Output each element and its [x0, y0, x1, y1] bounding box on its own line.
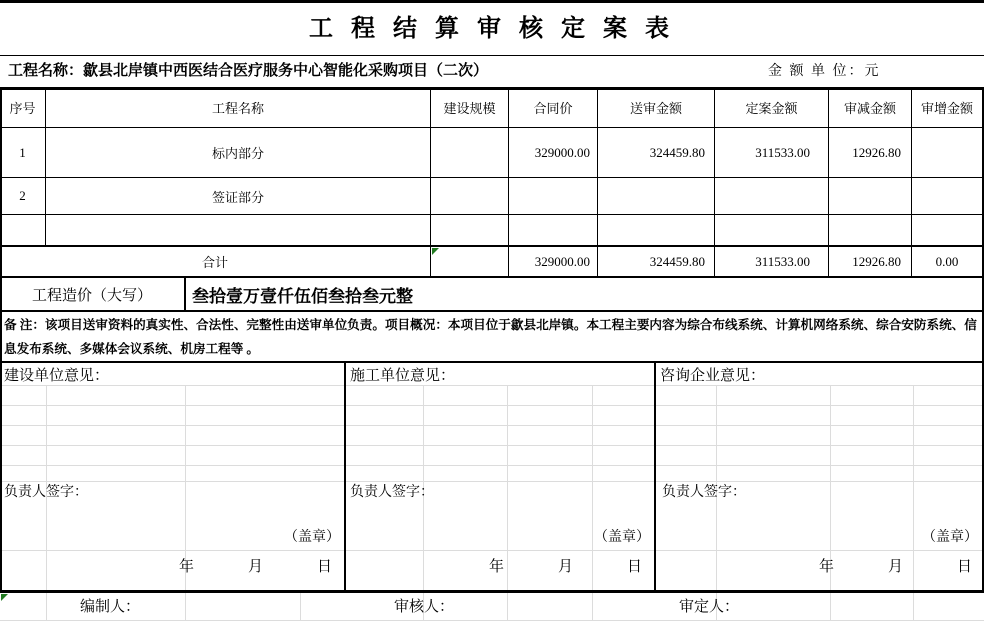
sign-label-3: 负责人签字： — [662, 485, 746, 500]
cell-total-reduced[interactable]: 12926.80 — [852, 253, 901, 269]
cell-r2-finalized[interactable] — [715, 178, 828, 214]
cell-r1-finalized[interactable]: 311533.00 — [755, 144, 810, 160]
grid-line — [508, 87, 509, 278]
cell-total-contract[interactable]: 329000.00 — [534, 253, 590, 269]
cell-r1-reduced[interactable]: 12926.80 — [852, 144, 901, 160]
cell-r2-increased[interactable] — [912, 178, 982, 214]
cell-total-finalized[interactable]: 311533.00 — [755, 253, 810, 269]
grid-line — [430, 87, 431, 278]
cell-total-increased[interactable]: 0.00 — [935, 253, 959, 269]
cell-r3-seq[interactable] — [0, 215, 45, 245]
grid-line — [0, 127, 984, 128]
amount-unit-label: 金 额 单 位：元 — [768, 64, 881, 79]
cell-r1-increased[interactable] — [912, 128, 982, 177]
cell-r2-seq[interactable]: 2 — [19, 188, 26, 203]
seal-label-3: （盖章） — [922, 530, 978, 545]
cell-r2-scale[interactable] — [431, 178, 508, 214]
excel-error-indicator-icon — [1, 594, 8, 601]
header-increased: 审增金额 — [920, 101, 973, 116]
approver-label: 审定人： — [679, 599, 740, 615]
grid-line — [714, 87, 715, 278]
cell-total-submitted[interactable]: 324459.80 — [649, 253, 705, 269]
preparer-input-area[interactable] — [150, 593, 340, 620]
faint-gridline — [0, 620, 984, 621]
grid-line — [0, 87, 984, 90]
owner-opinion-label: 建设单位意见： — [4, 368, 110, 384]
faint-gridline — [46, 593, 47, 620]
cell-r3-name[interactable] — [46, 215, 430, 245]
header-finalized: 定案金额 — [745, 101, 798, 116]
cell-total-label[interactable]: 合计 — [201, 255, 228, 270]
cost-words-value[interactable]: 叁拾壹万壹仟伍佰叁拾叁元整 — [192, 286, 413, 306]
header-contract: 合同价 — [533, 101, 573, 116]
grid-line — [0, 276, 984, 278]
sign-label-1: 负责人签字： — [4, 485, 88, 500]
cell-r1-scale[interactable] — [431, 128, 508, 177]
grid-line — [828, 87, 829, 278]
header-reduced: 审减金额 — [843, 101, 896, 116]
grid-line — [45, 87, 46, 247]
project-name-label: 工程名称：歙县北岸镇中西医结合医疗服务中心智能化采购项目（二次） — [8, 63, 489, 79]
grid-line — [0, 310, 984, 312]
sign-label-2: 负责人签字： — [350, 485, 434, 500]
date-label-1: 年 月 日 — [178, 559, 340, 575]
reviewer-label: 审核人： — [394, 599, 455, 615]
grid-line — [184, 276, 186, 312]
preparer-label: 编制人： — [80, 599, 141, 615]
cost-words-label: 工程造价（大写） — [31, 287, 152, 304]
grid-line — [0, 87, 2, 593]
grid-line — [0, 590, 984, 593]
grid-line — [911, 87, 912, 278]
approver-input-area[interactable] — [747, 593, 937, 620]
header-name: 工程名称 — [211, 101, 264, 116]
grid-line — [0, 177, 984, 178]
header-submitted: 送审金额 — [629, 101, 682, 116]
cell-r2-contract[interactable] — [509, 178, 597, 214]
grid-line — [0, 0, 984, 3]
cell-r1-seq[interactable]: 1 — [19, 144, 26, 160]
grid-line — [0, 55, 984, 56]
date-label-3: 年 月 日 — [818, 559, 980, 575]
cell-r1-submitted[interactable]: 324459.80 — [649, 144, 705, 160]
date-label-2: 年 月 日 — [488, 559, 650, 575]
header-scale: 建设规模 — [443, 101, 496, 116]
grid-line — [0, 245, 984, 247]
seal-label-2: （盖章） — [594, 530, 650, 545]
header-seq: 序号 — [9, 101, 36, 116]
cell-r2-reduced[interactable] — [829, 178, 911, 214]
cell-r1-contract[interactable]: 329000.00 — [534, 144, 590, 160]
reviewer-input-area[interactable] — [462, 593, 652, 620]
remark-text: 备 注：该项目送审资料的真实性、合法性、完整性由送审单位负责。项目概况：本项目位于歙县北岸镇。本工程主要内容为综合布线系统、计算机网络系统、综合安防系统、信息发布系统、多媒体会议系统、机房工程等 。 — [4, 318, 977, 356]
grid-line — [344, 361, 346, 592]
grid-line — [0, 361, 984, 363]
grid-line — [0, 214, 984, 215]
excel-error-indicator-icon — [432, 248, 439, 255]
seal-label-1: （盖章） — [284, 530, 340, 545]
cell-r2-submitted[interactable] — [598, 178, 714, 214]
cell-r2-name[interactable]: 签证部分 — [211, 189, 264, 205]
page-title: 工 程 结 算 审 核 定 案 表 — [309, 16, 675, 42]
cell-total-scale[interactable] — [431, 247, 508, 276]
contractor-opinion-label: 施工单位意见： — [350, 368, 456, 384]
consultant-opinion-label: 咨询企业意见： — [660, 368, 766, 384]
cell-r1-name[interactable]: 标内部分 — [211, 146, 264, 161]
cell-r3-rest[interactable] — [431, 215, 982, 245]
grid-line — [597, 87, 598, 278]
grid-line — [654, 361, 656, 592]
